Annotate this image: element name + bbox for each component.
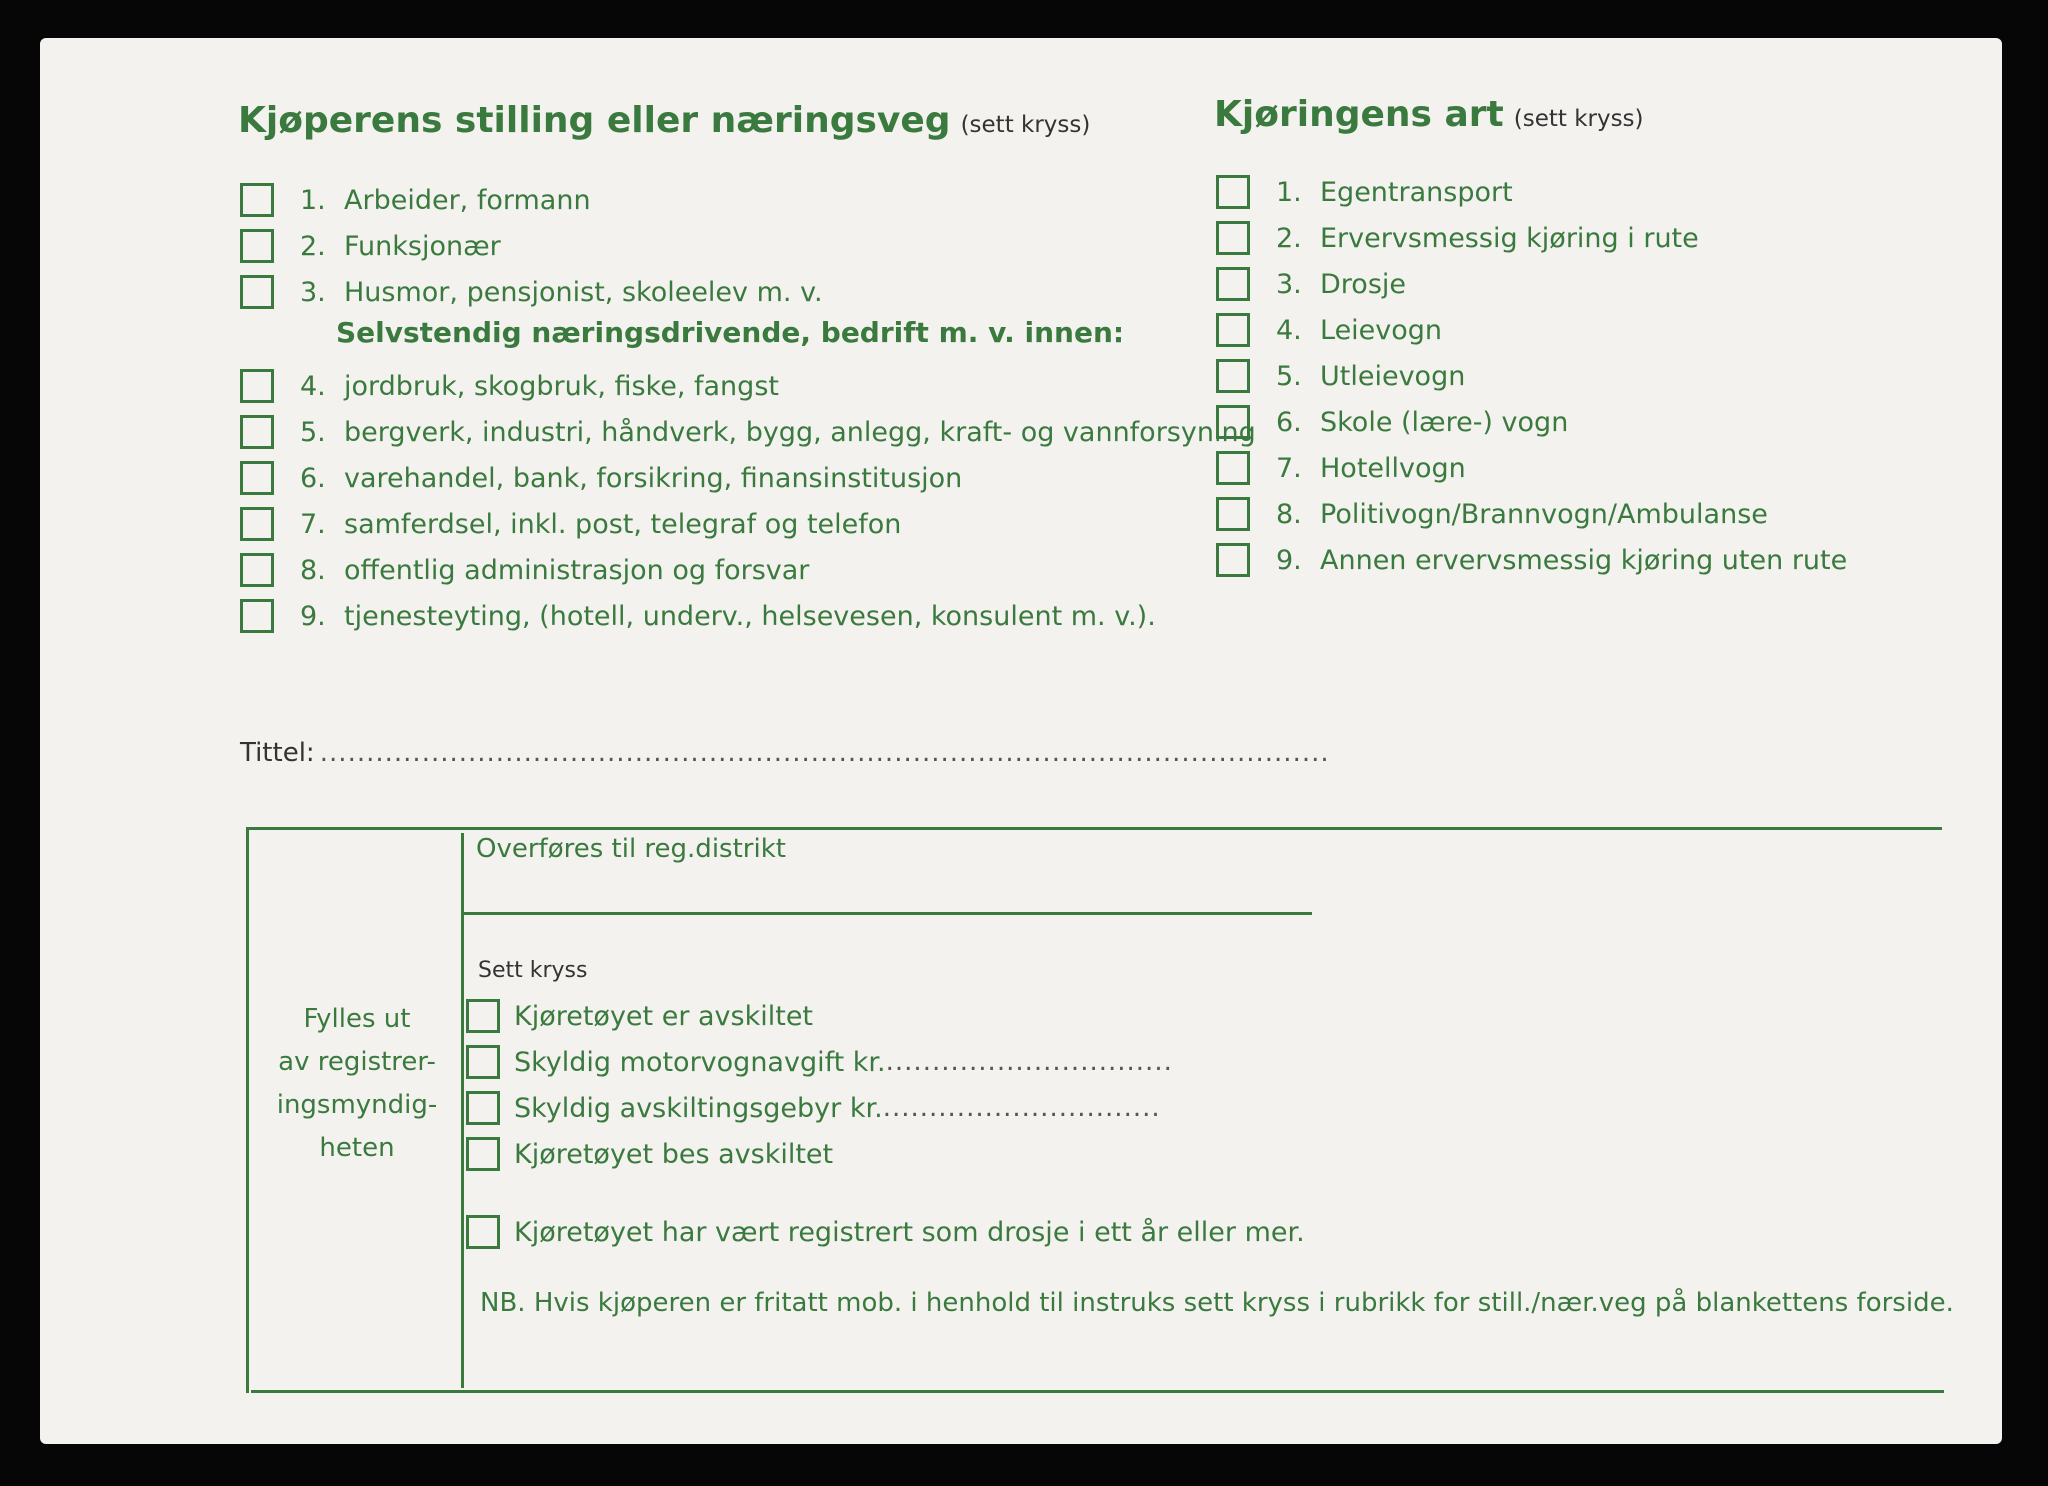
- box-left-border: [246, 827, 249, 1393]
- side-label-line: heten: [319, 1133, 395, 1163]
- option-label: Ervervsmessig kjøring i rute: [1320, 222, 1699, 254]
- occupation-option-1[interactable]: [240, 180, 591, 220]
- side-label-line: ingsmyndig-: [276, 1090, 438, 1120]
- occupation-option-5[interactable]: [240, 412, 1256, 452]
- checkbox[interactable]: [240, 507, 274, 541]
- driving-option-3[interactable]: [1216, 264, 1406, 304]
- checkbox[interactable]: [240, 599, 274, 633]
- driving-option-7[interactable]: [1216, 448, 1466, 488]
- checkbox[interactable]: [466, 1215, 500, 1249]
- box-top-border: [246, 827, 1942, 830]
- driving-option-1[interactable]: [1216, 172, 1513, 212]
- checkbox[interactable]: [1216, 313, 1250, 347]
- option-label: bergverk, industri, håndverk, bygg, anlegg, kraft- og vannforsyning: [344, 416, 1256, 448]
- option-number: 5.: [1276, 360, 1302, 392]
- registry-side-label: [254, 998, 460, 1170]
- option-number: 5.: [300, 416, 326, 448]
- checkbox[interactable]: [240, 275, 274, 309]
- option-label: Utleievogn: [1320, 360, 1466, 392]
- check-motor-tax[interactable]: [466, 1042, 1173, 1082]
- amount-dotted-line[interactable]: ...............................: [885, 1047, 1173, 1077]
- checkbox[interactable]: [466, 1091, 500, 1125]
- option-number: 1.: [1276, 176, 1302, 208]
- option-number: 4.: [1276, 314, 1302, 346]
- occupation-option-4[interactable]: [240, 366, 779, 406]
- option-number: 7.: [1276, 452, 1302, 484]
- option-label: Egentransport: [1320, 176, 1513, 208]
- buyer-occupation-title: Kjøperens stilling eller næringsveg: [238, 100, 951, 141]
- checkbox[interactable]: [1216, 359, 1250, 393]
- checkbox[interactable]: [1216, 543, 1250, 577]
- option-label: Funksjonær: [344, 230, 501, 262]
- checkbox[interactable]: [240, 553, 274, 587]
- check-label: Skyldig motorvognavgift kr.: [514, 1046, 886, 1078]
- check-deregistration-fee[interactable]: [466, 1088, 1161, 1128]
- check-label: Kjøretøyet har vært registrert som drosje i ett år eller mer.: [514, 1216, 1305, 1248]
- option-number: 3.: [300, 276, 326, 308]
- occupation-option-8[interactable]: [240, 550, 809, 590]
- checkbox[interactable]: [1216, 221, 1250, 255]
- driving-option-5[interactable]: [1216, 356, 1465, 396]
- option-number: 9.: [300, 600, 326, 632]
- checkbox[interactable]: [240, 183, 274, 217]
- check-taxi-registered[interactable]: [466, 1212, 1305, 1252]
- title-field[interactable]: [240, 738, 1330, 768]
- option-number: 9.: [1276, 544, 1302, 576]
- occupation-option-7[interactable]: [240, 504, 901, 544]
- box-divider: [461, 833, 464, 1388]
- driving-option-2[interactable]: [1216, 218, 1699, 258]
- option-number: 6.: [300, 462, 326, 494]
- option-number: 2.: [1276, 222, 1302, 254]
- option-label: Politivogn/Brannvogn/Ambulanse: [1320, 498, 1768, 530]
- checkbox[interactable]: [240, 461, 274, 495]
- checkbox[interactable]: [1216, 497, 1250, 531]
- occupation-option-3[interactable]: [240, 272, 823, 312]
- nb-note: NB. Hvis kjøperen er fritatt mob. i henhold til instruks sett kryss i rubrikk for still./nær.veg på blankettens forside.: [480, 1288, 1954, 1318]
- option-label: Husmor, pensjonist, skoleelev m. v.: [344, 276, 823, 308]
- option-number: 2.: [300, 230, 326, 262]
- box-bottom-border: [251, 1390, 1944, 1393]
- check-request-deregistration[interactable]: [466, 1134, 833, 1174]
- option-label: Annen ervervsmessig kjøring uten rute: [1320, 544, 1848, 576]
- amount-dotted-line[interactable]: ..............................: [882, 1093, 1161, 1123]
- checkbox[interactable]: [1216, 175, 1250, 209]
- option-label: Leievogn: [1320, 314, 1443, 346]
- checkbox[interactable]: [1216, 267, 1250, 301]
- driving-option-8[interactable]: [1216, 494, 1768, 534]
- option-label: Hotellvogn: [1320, 452, 1466, 484]
- self-employed-subheading: Selvstendig næringsdrivende, bedrift m. v. innen:: [336, 316, 1125, 349]
- transfer-district-label: Overføres til reg.distrikt: [476, 834, 786, 864]
- side-label-line: Fylles ut: [303, 1004, 411, 1034]
- checkbox[interactable]: [466, 1137, 500, 1171]
- checkbox[interactable]: [1216, 405, 1250, 439]
- form-card: [40, 38, 2002, 1444]
- checkbox[interactable]: [240, 415, 274, 449]
- option-label: jordbruk, skogbruk, fiske, fangst: [344, 370, 779, 402]
- option-number: 4.: [300, 370, 326, 402]
- option-number: 6.: [1276, 406, 1302, 438]
- buyer-occupation-heading: [238, 100, 1090, 141]
- option-label: Skole (lære-) vogn: [1320, 406, 1569, 438]
- buyer-occupation-hint: (sett kryss): [960, 112, 1091, 138]
- check-label: Skyldig avskiltingsgebyr kr.: [514, 1092, 883, 1124]
- title-label: Tittel:: [240, 738, 315, 768]
- option-label: Drosje: [1320, 268, 1406, 300]
- check-label: Kjøretøyet er avskiltet: [514, 1000, 814, 1032]
- driving-type-title: Kjøringens art: [1214, 94, 1504, 135]
- checkbox[interactable]: [1216, 451, 1250, 485]
- driving-option-9[interactable]: [1216, 540, 1847, 580]
- occupation-option-9[interactable]: [240, 596, 1156, 636]
- option-label: offentlig administrasjon og forsvar: [344, 554, 810, 586]
- option-number: 3.: [1276, 268, 1302, 300]
- option-label: samferdsel, inkl. post, telegraf og telefon: [344, 508, 902, 540]
- occupation-option-6[interactable]: [240, 458, 962, 498]
- check-label: Kjøretøyet bes avskiltet: [514, 1138, 834, 1170]
- checkbox[interactable]: [466, 1045, 500, 1079]
- occupation-option-2[interactable]: [240, 226, 501, 266]
- check-deregistered[interactable]: [466, 996, 813, 1036]
- checkbox[interactable]: [466, 999, 500, 1033]
- checkbox[interactable]: [240, 369, 274, 403]
- driving-option-6[interactable]: [1216, 402, 1568, 442]
- option-number: 7.: [300, 508, 326, 540]
- driving-type-hint: (sett kryss): [1513, 106, 1644, 132]
- sett-kryss-label: Sett kryss: [478, 958, 588, 983]
- option-number: 8.: [1276, 498, 1302, 530]
- option-number: 8.: [300, 554, 326, 586]
- checkbox[interactable]: [240, 229, 274, 263]
- option-label: tjenesteyting, (hotell, underv., helsevesen, konsulent m. v.).: [344, 600, 1156, 632]
- option-label: varehandel, bank, forsikring, finansinstitusjon: [344, 462, 963, 494]
- title-dotted-line[interactable]: .............................................................................................................: [319, 738, 1330, 768]
- side-label-line: av registrer-: [278, 1047, 436, 1077]
- option-label: Arbeider, formann: [344, 184, 591, 216]
- driving-option-4[interactable]: [1216, 310, 1442, 350]
- option-number: 1.: [300, 184, 326, 216]
- transfer-district-line[interactable]: [464, 912, 1312, 915]
- driving-type-heading: [1214, 94, 1644, 135]
